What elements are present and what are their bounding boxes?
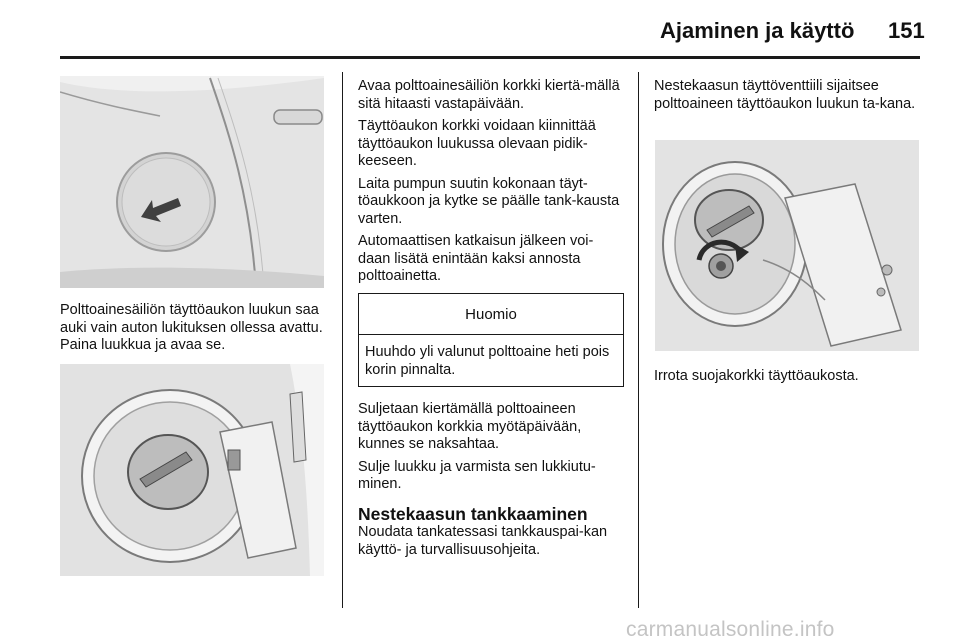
watermark: carmanualsonline.info [626,618,835,641]
paragraph-cap-holder: Täyttöaukon korkki voidaan kiinnittää täyttöaukon luukussa olevaan pidik-keeseen. [358,118,596,169]
paragraph-lpg-valve: Nestekaasun täyttöventtiili sijaitsee polttoaineen täyttöaukon luukun ta-kana. [654,78,916,112]
figure-fuel-cap-open [60,364,324,576]
page-number: 151 [888,18,925,43]
paragraph-open-cap: Avaa polttoainesäiliön korkki kiertä-mällä sitä hitaasti vastapäivään. [358,78,620,112]
paragraph-close-flap: Sulje luukku ja varmista sen lukkiutu-minen. [358,458,596,492]
note-text: Huuhdo yli valunut polttoaine heti pois korin pinnalta. [365,344,610,378]
note-box [358,293,624,388]
paragraph-lpg-instructions: Noudata tankatessasi tankkauspai-kan käyttö- ja turvallisuusohjeita. [358,524,608,558]
header-rule [60,56,920,59]
caption-remove-cap: Irrota suojakorkki täyttöaukosta. [654,368,859,384]
paragraph-auto-cutoff: Automaattisen katkaisun jälkeen voi-daan lisätä enintään kaksi annosta polttoainetta. [358,233,594,284]
section-heading-lpg: Nestekaasun tankkaaminen [358,503,588,524]
figure-fuel-flap-closed [60,76,324,288]
figure-lpg-valve [655,140,919,351]
note-title: Huomio [359,294,623,336]
column-divider-1 [342,72,343,608]
paragraph-close-cap: Suljetaan kiertämällä polttoaineen täyttöaukon korkkia myötäpäivään, kunnes se naksahtaa. [358,401,582,452]
paragraph-insert-nozzle: Laita pumpun suutin kokonaan täyt-töaukkoon ja kytke se päälle tank-kausta varten. [358,175,620,227]
caption-fuel-flap: Polttoainesäiliön täyttöaukon luukun saa auki vain auton lukituksen ollessa avattu. Paina luukkua ja avaa se. [60,302,323,353]
column-divider-2 [638,72,639,608]
page-header-title: Ajaminen ja käyttö [660,18,855,43]
